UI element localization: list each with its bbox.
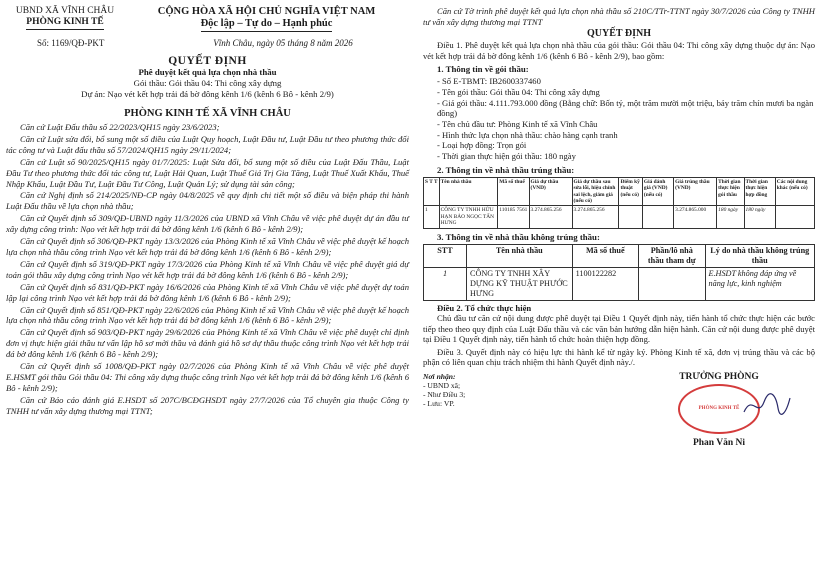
legal-basis-item: Căn cứ Quyết định số 831/QĐ-PKT ngày 16/6/2026 của Phòng Kinh tế xã Vĩnh Châu về việc phê duyệt dự toán lập lại công trình Nạo vét kết hợp trải đá bờ đông kênh 1/6 (kênh 6 Bô - kênh 2/9); — [6, 281, 409, 303]
table-cell: 3.274.865.256 — [572, 206, 619, 228]
recipients — [423, 372, 623, 448]
document-number: Số: 1169/QĐ-PKT — [37, 38, 105, 48]
issuing-agency — [6, 6, 124, 32]
col-header: Phần/lô nhà thầu tham dự — [639, 244, 705, 267]
table-row — [424, 206, 815, 228]
col-header: Tên nhà thầu — [467, 244, 573, 267]
table-cell: 180 ngày — [744, 206, 775, 228]
legal-basis-item: Căn cứ Luật sửa đổi, bổ sung một số điều của Luật Quy hoạch, Luật Đầu tư, Luật Đầu tư theo phương thức đối tác công tư và Luật đấu thầu số 57/2024/QH15 ngày 29/11/2024; — [6, 133, 409, 155]
signer — [623, 372, 815, 448]
left-column — [6, 6, 409, 418]
article-1: Điều 1. Phê duyệt kết quả lựa chọn nhà thầu của gói thầu: Gói thầu 04: Thi công xây dựng thuộc dự án: Nạo vét kết hợp trải đá bờ đông kênh 1/6 (kênh 6 Bô - kênh 2/9), bao gồm: — [423, 40, 815, 61]
col-header: Thời gian thực hiện hợp đồng — [744, 177, 775, 206]
package-item: - Tên chủ đầu tư: Phòng Kinh tế xã Vĩnh Châu — [437, 119, 598, 129]
stamp-text: PHÒNG KINH TẾ — [698, 406, 740, 412]
right-column — [423, 6, 815, 448]
table-header-row — [424, 177, 815, 206]
legal-basis — [6, 122, 409, 417]
col-header: S T T — [424, 177, 440, 206]
col-header: Điểm kỹ thuật (nếu có) — [619, 177, 642, 206]
legal-basis-item: Căn cứ Quyết định số 306/QĐ-PKT ngày 13/3/2026 của Phòng Kinh tế xã Vĩnh Châu về việc phê duyệt kế hoạch lựa chọn nhà thầu công trình Nạo vét kết hợp trải đá bờ đông kênh 1/6 (kênh 6 Bô - kênh 2/9); — [6, 236, 409, 257]
package-item: - Giá gói thầu: 4.111.793.000 đồng (Bằng chữ: Bốn tỷ, một trăm mười một triệu, bảy trăm chín mươi ba ngàn đồng) — [437, 97, 814, 119]
col-header: Giá dự thầu (VND) — [529, 177, 572, 206]
col-header: Tên nhà thầu — [439, 177, 498, 206]
decides-heading: QUYẾT ĐỊNH — [587, 28, 651, 40]
legal-basis-item: Căn cứ Luật Đấu thầu số 22/2023/QH15 ngày 23/6/2023; — [20, 122, 220, 132]
country-name: CỘNG HÒA XÃ HỘI CHỦ NGHĨA VIỆT NAM — [157, 6, 376, 17]
non-winner-table — [423, 244, 815, 301]
recipient-item: - Lưu: VP. — [423, 398, 455, 408]
issuing-authority: PHÒNG KINH TẾ XÃ VĨNH CHÂU — [124, 108, 291, 119]
col-header: Mã số thuế — [498, 177, 529, 206]
article-2: Điều 2. Tổ chức thực hiện — [437, 302, 532, 313]
document-meta — [6, 38, 409, 48]
legal-basis-item: Căn cứ Nghị định số 214/2025/NĐ-CP ngày 04/8/2025 về quy định chi tiết một số điều và biện pháp thi hành Luật Đấu thầu về lựa chọn nhà thầu; — [6, 190, 409, 212]
article-3: Điều 3. Quyết định này có hiệu lực thi hành kể từ ngày ký. Phòng Kinh tế xã, đơn vị trúng thầu và các bộ phận có liên quan chịu trách nhiệm thi hành Quyết định này./. — [423, 346, 815, 368]
col-header: Mã số thuế — [572, 244, 638, 267]
table-cell: 180 ngày — [717, 206, 744, 228]
national-title — [124, 6, 409, 32]
table-cell: 3.274.865.000 — [674, 206, 717, 228]
legal-basis-item: Căn cứ Báo cáo đánh giá E.HSDT số 207C/BCĐGHSDT ngày 27/7/2026 của Tổ chuyên gia thuộc Công ty TNHH tư vấn xây dựng thương mại TTNT; — [6, 394, 409, 416]
table-cell: CÔNG TY TNHH HỮU HẠN BẢO NGỌC TẤN HƯNG — [439, 206, 498, 228]
legal-basis-item: Căn cứ Luật số 90/2025/QH15 ngày 01/7/2025: Luật Sửa đổi, bổ sung một số điều của Luật Đấu Thầu, Luật Đầu Tư theo phương thức đối tác công tư, Luật Hải Quan, Luật Thuế Giá Trị Gia Tăng, Luật Thuế Xuất Khẩu, Thuế Nhập Khẩu, Luật Đầu Tư, Luật Đầu Tư Công, Luật Quản Lý; sử dụng tài sản công; — [6, 156, 409, 189]
table-cell: 1 — [424, 267, 467, 300]
recipient-item: - UBND xã; — [423, 380, 461, 390]
legal-basis-item: Căn cứ Quyết định số 851/QĐ-PKT ngày 22/6/2026 của Phòng Kinh tế xã Vĩnh Châu về việc phê duyệt kế hoạch lựa chọn nhà thầu công trình Nạo vét kết hợp trải đá bờ đông kênh 1/6 (kênh 6 Bô - kênh 2/9); — [6, 304, 409, 326]
section-winner: 2. Thông tin về nhà thầu trúng thầu: — [437, 164, 575, 175]
package-item: - Hình thức lựa chọn nhà thầu: chào hàng cạnh tranh — [437, 129, 618, 140]
legal-basis-item: Căn cứ Quyết định số 1008/QĐ-PKT ngày 02/7/2026 của Phòng Kinh tế xã Vĩnh Châu về việc phê duyệt E.HSMT gói thầu Gói thầu 04: Thi công xây dựng thuộc công trình Nạo vét kết hợp trải đá bờ đông kênh 1/6 (kênh 6 Bô - kênh 2/9); — [6, 361, 409, 393]
package-item: - Số E-TBMT: IB2600337460 — [437, 76, 541, 87]
section-non-winner: 3. Thông tin về nhà thầu không trúng thầu: — [437, 231, 600, 242]
table-cell — [642, 206, 673, 228]
table-row — [424, 267, 815, 300]
document-subject: Phê duyệt kết quả lựa chọn nhà thầu — [138, 67, 277, 77]
col-header: STT — [424, 244, 467, 267]
table-cell — [619, 206, 642, 228]
legal-basis-item: Căn cứ Quyết định số 309/QĐ-UBND ngày 11/3/2026 của UBND xã Vĩnh Châu về việc phê duyệt dự án đầu tư xây dựng công trình: Nạo vét kết hợp trải đá bờ đông kênh 1/6 (kênh 6 Bô - kênh 2/9); — [6, 213, 409, 235]
document-title: QUYẾT ĐỊNH — [168, 55, 247, 67]
table-cell — [639, 267, 705, 300]
table-cell: 1 — [424, 206, 440, 228]
document-header — [6, 6, 409, 32]
project-line: Dự án: Nạo vét kết hợp trải đá bờ đông kênh 1/6 (kênh 6 Bô - kênh 2/9) — [81, 89, 334, 99]
package-item: - Thời gian thực hiện gói thầu: 180 ngày — [437, 151, 576, 162]
table-cell: 3.274.865.256 — [529, 206, 572, 228]
signer-title: TRƯỞNG PHÒNG — [679, 371, 759, 382]
recipients-title: Nơi nhận: — [423, 371, 456, 381]
agency-top: UBND XÃ VĨNH CHÂU — [15, 6, 115, 16]
col-header: Giá đánh giá (VND) (nếu có) — [642, 177, 673, 206]
submission-basis: Căn cứ Tờ trình phê duyệt kết quả lựa chọn nhà thầu số 210C/TTr-TTNT ngày 30/7/2026 của Công ty TNHH tư vấn xây dựng thương mại TTNT — [423, 6, 815, 27]
package-item: - Tên gói thầu: Gói thầu 04: Thi công xây dựng — [437, 86, 600, 97]
table-header-row — [424, 244, 815, 267]
agency-name: PHÒNG KINH TẾ — [26, 17, 103, 30]
package-item: - Loại hợp đồng: Trọn gói — [437, 140, 527, 151]
article-2-text: Chủ đầu tư căn cứ nội dung được phê duyệt tại Điều 1 Quyết định này, tiến hành tổ chức thực hiện các bước tiếp theo theo quy định của Luật Đấu thầu và các văn bản hướng dẫn hiện hành. Căn cứ nội dung được phê duyệt tại Điều 1 Quyết định này, tiến hành tổ chức hoàn thiện hợp đồng. — [423, 313, 815, 345]
table-cell: E.HSDT không đáp ứng về năng lực, kinh nghiệm — [705, 267, 815, 300]
signature-block — [423, 372, 815, 448]
table-cell: 1100122282 — [572, 267, 638, 300]
section-package-info: 1. Thông tin về gói thầu: — [437, 64, 529, 75]
table-cell: CÔNG TY TNHH XÂY DỰNG KỸ THUẬT PHƯỚC HƯNG — [467, 267, 573, 300]
table-cell: 110185 7561 — [498, 206, 529, 228]
document-date: Vĩnh Châu, ngày 05 tháng 8 năm 2026 — [213, 38, 353, 48]
signature-icon — [742, 390, 792, 420]
winner-table — [423, 177, 815, 229]
motto: Độc lập – Tự do – Hạnh phúc — [201, 18, 333, 32]
table-cell — [775, 206, 814, 228]
package-line: Gói thầu: Gói thầu 04: Thi công xây dựng — [133, 78, 282, 88]
official-stamp — [678, 384, 760, 434]
col-header: Lý do nhà thầu không trúng thầu — [705, 244, 815, 267]
legal-basis-item: Căn cứ Quyết định số 903/QĐ-PKT ngày 29/6/2026 của Phòng Kinh tế xã Vĩnh Châu về việc phê duyệt chỉ định đơn vị thực hiện giải thầu tư vấn lập hồ sơ mời thầu và đánh giá hồ sơ dự thầu thuộc công trình Nạo vét kết hợp trải đá bờ đông kênh 1/6 (kênh 6 Bô - kênh 2/9); — [6, 327, 409, 360]
legal-basis-item: Căn cứ Quyết định số 319/QĐ-PKT ngày 17/3/2026 của Phòng Kinh tế xã Vĩnh Châu về việc phê duyệt giá dự toán gói thầu xây dựng công trình Nạo vét kết hợp trải đá bờ đông kênh 1/6 (kênh 6 Bô - kênh 2/9); — [6, 258, 409, 280]
col-header: Thời gian thực hiện gói thầu — [717, 177, 744, 206]
recipient-item: - Như Điều 3; — [423, 389, 466, 399]
signer-name: Phan Văn Ni — [692, 437, 746, 448]
col-header: Giá dự thầu sau sửa lỗi, hiệu chỉnh sai lệch, giảm giá (nếu có) — [572, 177, 619, 206]
col-header: Giá trúng thầu (VND) — [674, 177, 717, 206]
col-header: Các nội dung khác (nếu có) — [775, 177, 814, 206]
